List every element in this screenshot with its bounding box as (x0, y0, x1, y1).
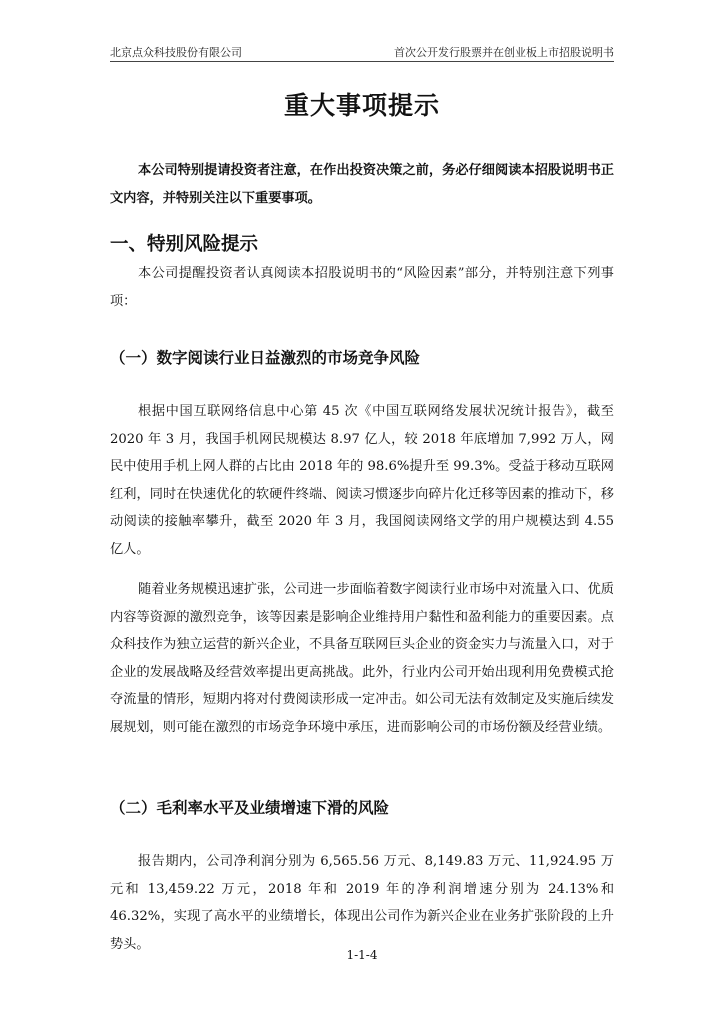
page-number: 1-1-4 (346, 948, 378, 962)
risk1-paragraph-2: 随着业务规模迅速扩张，公司进一步面临着数字阅读行业市场中对流量入口、优质内容等资源的激烈竞争，该等因素是影响企业维持用户黏性和盈利能力的重要因素。点众科技作为独立运营的新兴企业，不具备互联网巨头企业的资金实力与流量入口，对于企业的发展战略及经营效率提出更高挑战。此外，行业内公司开始出现利用免费模式抢夺流量的情形，短期内将对付费阅读形成一定冲击。如公司无法有效制定及实施后续发展规划，则可能在激烈的市场竞争环境中承压，进而影响公司的市场份额及经营业绩。 (110, 582, 614, 735)
section-intro: 本公司提醒投资者认真阅读本招股说明书的“风险因素”部分，并特别注意下列事项： (110, 266, 614, 309)
risk-heading-market-competition: （一）数字阅读行业日益激烈的市场竞争风险 (110, 349, 421, 367)
header-company: 北京点众科技股份有限公司 (110, 46, 242, 59)
page-title: 重大事项提示 (283, 91, 440, 120)
risk1-paragraph-1: 根据中国互联网络信息中心第 45 次《中国互联网络发展状况统计报告》，截至 2020 年 3 月，我国手机网民规模达 8.97 亿人，较 2018 年底增加 7,992 万人，网民中使用手机上网人群的占比由 2018 年的 98.6%提升至 99.3%。受益于移动互联网红利，同时在快速优化的软硬件终端、阅读习惯逐步向碎片化迁移等因素的推动下，移动阅读的接触率攀升，截至 2020 年 3 月，我国阅读网络文学的用户规模达到 4.55 亿人。 (110, 404, 614, 557)
section-heading-special-risk: 一、特别风险提示 (110, 234, 259, 255)
risk2-paragraph-1: 报告期内，公司净利润分别为 6,565.56 万元、8,149.83 万元、11,924.95 万元和 13,459.22 万元，2018 年和 2019 年的净利润增速分别为 24.13%和 46.32%，实现了高水平的业绩增长，体现出公司作为新兴企业在业务扩张阶段的上升势头。 (110, 854, 614, 952)
risk-heading-gross-margin: （二）毛利率水平及业绩增速下滑的风险 (110, 799, 390, 817)
header-divider (110, 61, 614, 62)
investor-notice: 本公司特别提请投资者注意，在作出投资决策之前，务必仔细阅读本招股说明书正文内容，并特别关注以下重要事项。 (110, 163, 614, 206)
header-document-title: 首次公开发行股票并在创业板上市招股说明书 (394, 46, 614, 59)
